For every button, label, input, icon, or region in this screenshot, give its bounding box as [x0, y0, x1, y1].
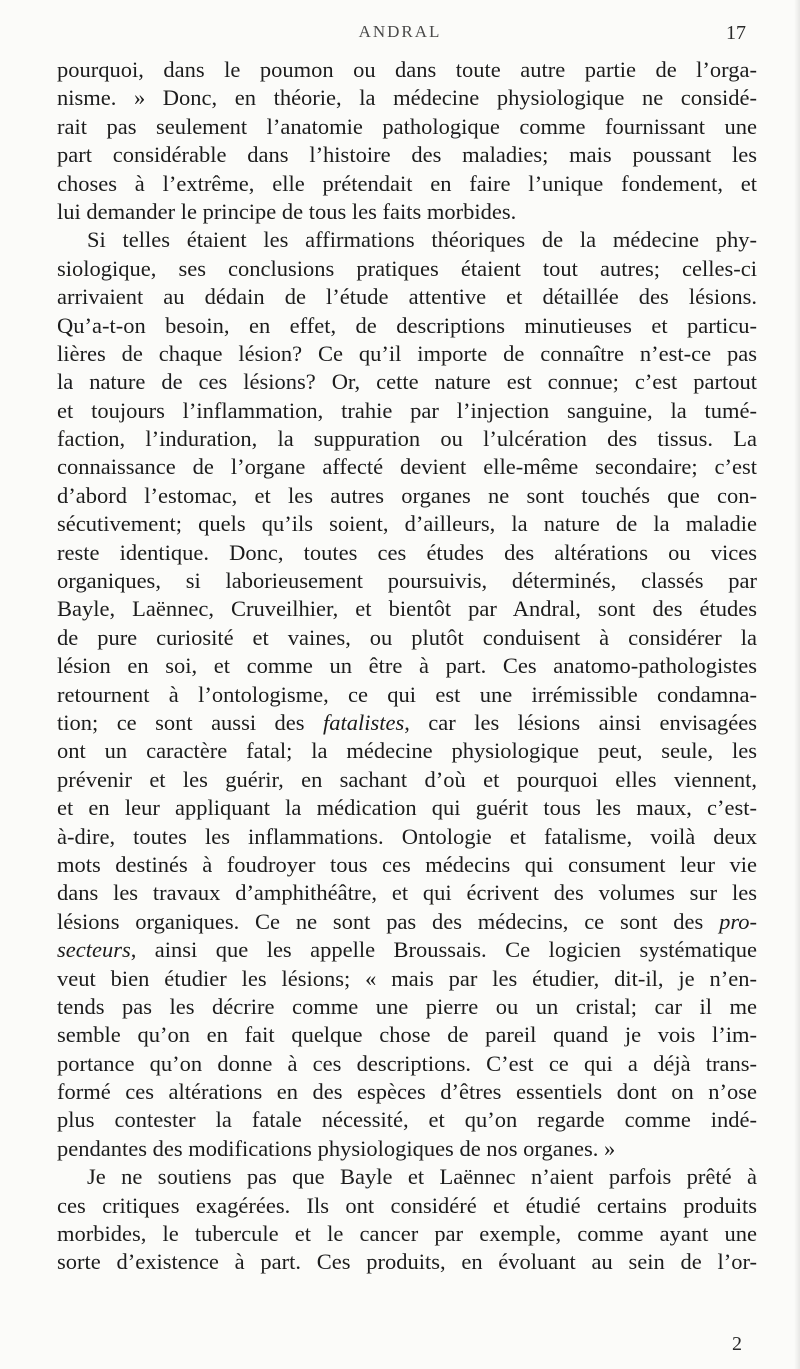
text-line: dans les travaux d’amphithéâtre, et qui écrivent des volumes sur les: [57, 880, 757, 906]
text-line: formé ces altérations en des espèces d’êtres essentiels dont on n’ose: [57, 1079, 757, 1105]
text-line: part considérable dans l’histoire des maladies; mais poussant les: [57, 142, 757, 168]
text-line: Qu’a-t-on besoin, en effet, de descriptions minutieuses et particu-: [57, 312, 757, 338]
text-line-mixed: [57, 709, 757, 737]
text-line: la nature de ces lésions? Or, cette nature est connue; c’est partout: [57, 369, 757, 395]
text-line: sorte d’existence à part. Ces produits, en évoluant au sein de l’or-: [57, 1249, 757, 1275]
page-number: 17: [726, 22, 746, 44]
text-line: lui demander le principe de tous les faits morbides.: [57, 198, 517, 224]
text-segment: lésions organiques. Ce ne sont pas des médecins, ce sont des: [57, 908, 704, 934]
text-line: pourquoi, dans le poumon ou dans toute autre partie de l’orga-: [57, 57, 757, 82]
text-line: Je ne soutiens pas que Bayle et Laënnec n’aient parfois prêté à: [87, 1164, 757, 1190]
text-line: et en leur appliquant la médication qui guérit tous les maux, c’est-: [57, 795, 757, 821]
text-line: choses à l’extrême, elle prétendait en faire l’unique fondement, et: [57, 170, 757, 196]
text-segment: , ainsi que les appelle Broussais. Ce logicien systématique: [130, 937, 757, 963]
text-line: rait pas seulement l’anatomie pathologique comme fournissant une: [57, 113, 757, 139]
text-line: sécutivement; quels qu’ils soient, d’ailleurs, la nature de la maladie: [57, 511, 757, 537]
text-line: lésion en soi, et comme un être à part. Ces anatomo-pathologistes: [57, 653, 757, 679]
signature-mark: 2: [732, 1333, 742, 1355]
text-line-mixed: [57, 908, 757, 936]
text-line: reste identique. Donc, toutes ces études des altérations ou vices: [57, 539, 757, 565]
text-line: nisme. » Donc, en théorie, la médecine physiologique ne considé-: [57, 85, 757, 111]
text-line: lières de chaque lésion? Ce qu’il importe de connaître n’est-ce pas: [57, 340, 757, 366]
text-line: pendantes des modifications physiologiques de nos organes. »: [57, 1135, 616, 1161]
text-line: de pure curiosité et vaines, ou plutôt conduisent à considérer la: [57, 624, 757, 650]
running-title: ANDRAL: [358, 22, 442, 41]
text-line: faction, l’induration, la suppuration ou l’ulcération des tissus. La: [57, 426, 757, 452]
text-line: prévenir et les guérir, en sachant d’où et pourquoi elles viennent,: [57, 766, 757, 792]
text-line: connaissance de l’organe affecté devient elle-même secondaire; c’est: [57, 454, 757, 480]
text-segment: , car les lésions ainsi envisagées: [404, 709, 758, 735]
text-line: et toujours l’inflammation, trahie par l’injection sanguine, la tumé-: [57, 397, 757, 423]
text-line-mixed: [57, 936, 757, 964]
text-line: d’abord l’estomac, et les autres organes ne sont touchés que con-: [57, 482, 757, 508]
text-line: mots destinés à foudroyer tous ces médecins qui consument leur vie: [57, 851, 757, 877]
text-line: veut bien étudier les lésions; « mais par les étudier, dit-il, je n’en-: [57, 965, 757, 991]
italic-term: pro-: [719, 908, 758, 934]
text-line: Bayle, Laënnec, Cruveilhier, et bientôt par Andral, sont des études: [57, 596, 757, 622]
text-line: semble qu’on en fait quelque chose de pareil quand je vois l’im-: [57, 1022, 757, 1048]
text-line: plus contester la fatale nécessité, et qu’on regarde comme indé-: [57, 1107, 757, 1133]
text-line: à-dire, toutes les inflammations. Ontologie et fatalisme, voilà deux: [57, 823, 757, 849]
text-line: arrivaient au dédain de l’étude attentive et détaillée des lésions.: [57, 284, 757, 310]
text-line: tends pas les décrire comme une pierre ou un cristal; car il me: [57, 993, 757, 1019]
text-line: portance qu’on donne à ces descriptions. C’est ce qui a déjà trans-: [57, 1050, 757, 1076]
text-line: ont un caractère fatal; la médecine physiologique peut, seule, les: [57, 738, 757, 764]
running-head: [0, 22, 800, 52]
text-line: Si telles étaient les affirmations théoriques de la médecine phy-: [87, 227, 757, 253]
italic-term: fatalistes: [322, 709, 405, 735]
text-line: morbides, le tubercule et le cancer par exemple, comme ayant une: [57, 1221, 757, 1247]
text-line: ces critiques exagérées. Ils ont considéré et étudié certains produits: [57, 1192, 757, 1218]
italic-term: secteurs: [57, 937, 131, 963]
text-line: retournent à l’ontologisme, ce qui est une irrémissible condamna-: [57, 681, 757, 707]
body-text: [57, 56, 757, 1277]
text-line: siologique, ses conclusions pratiques étaient tout autres; celles-ci: [57, 255, 757, 281]
text-line: organiques, si laborieusement poursuivis, déterminés, classés par: [57, 568, 757, 594]
text-segment: tion; ce sont aussi des: [57, 709, 305, 735]
